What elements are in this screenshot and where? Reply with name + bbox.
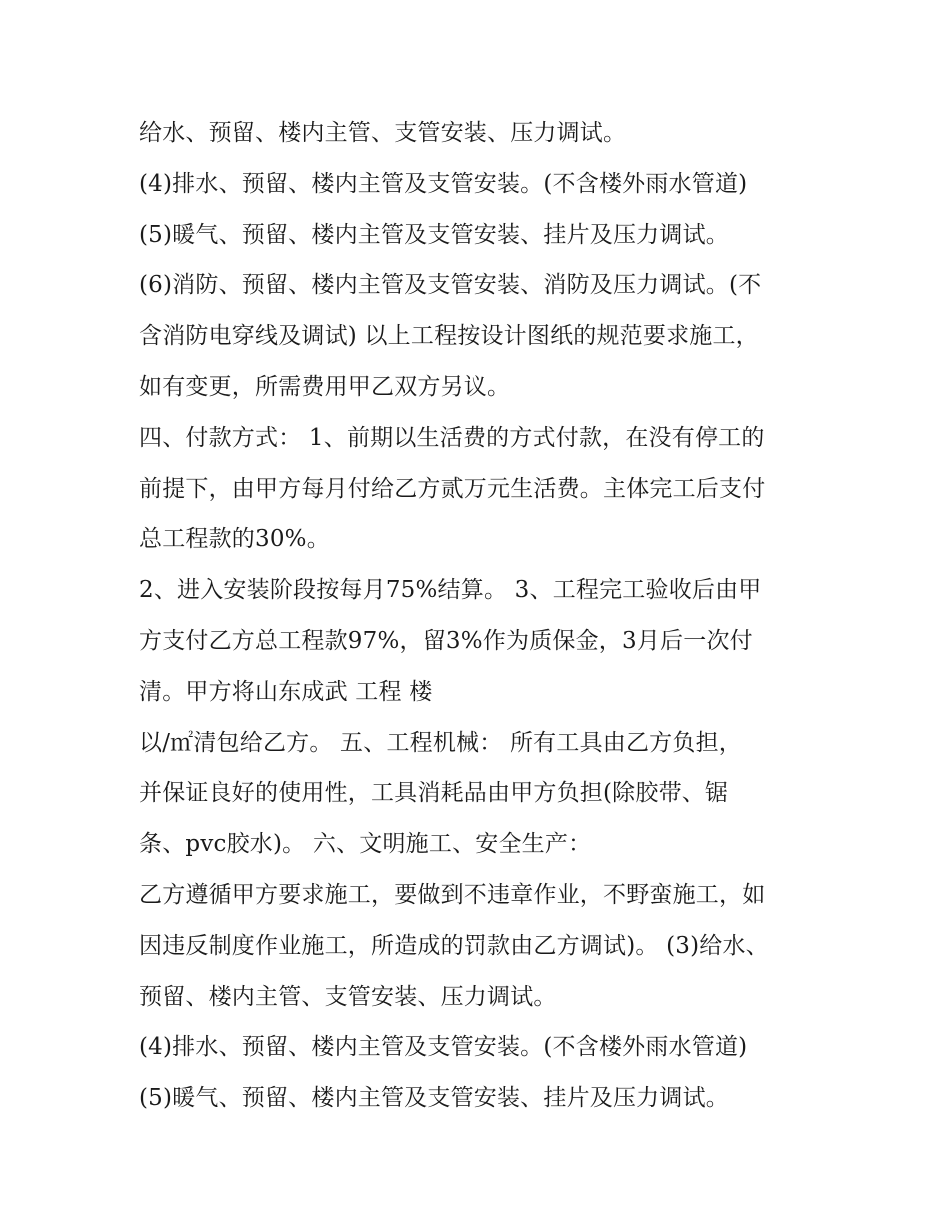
text-line: (4)排水、预留、楼内主管及支管安装。(不含楼外雨水管道) <box>139 1034 748 1061</box>
text-line: 含消防电穿线及调试) 以上工程按设计图纸的规范要求施工， <box>139 323 759 350</box>
text-line: (5)暖气、预留、楼内主管及支管安装、挂片及压力调试。 <box>139 221 729 248</box>
text-line: 如有变更，所需费用甲乙双方另议。 <box>139 373 511 400</box>
text-line: 乙方遵循甲方要求施工，要做到不违章作业，不野蛮施工，如 <box>139 881 766 908</box>
text-line: (5)暖气、预留、楼内主管及支管安装、挂片及压力调试。 <box>139 1085 729 1112</box>
text-line: (4)排水、预留、楼内主管及支管安装。(不含楼外雨水管道) <box>139 170 748 197</box>
text-line: 因违反制度作业施工，所造成的罚款由乙方调试)。 (3)给水、 <box>139 932 769 959</box>
text-line: 清。甲方将山东成武 工程 楼 <box>139 678 433 705</box>
text-line: 四、付款方式： 1、前期以生活费的方式付款，在没有停工的 <box>139 424 765 451</box>
text-line: 并保证良好的使用性，工具消耗品由甲方负担(除胶带、锯 <box>139 780 729 807</box>
text-line: 前提下，由甲方每月付给乙方贰万元生活费。主体完工后支付 <box>139 475 766 502</box>
text-line: 条、pvc胶水)。 六、文明施工、安全生产： <box>139 831 592 858</box>
text-line: 方支付乙方总工程款97%，留3%作为质保金，3月后一次付 <box>139 627 753 654</box>
document-body <box>139 108 829 1124</box>
text-line: 2、进入安装阶段按每月75%结算。 3、工程完工验收后由甲 <box>139 577 762 604</box>
text-line: 以/㎡清包给乙方。 五、工程机械： 所有工具由乙方负担， <box>139 729 742 756</box>
text-line: 给水、预留、楼内主管、支管安装、压力调试。 <box>139 120 627 146</box>
text-line: (6)消防、预留、楼内主管及支管安装、消防及压力调试。(不 <box>139 272 762 299</box>
text-line: 总工程款的30%。 <box>139 526 330 553</box>
text-line: 预留、楼内主管、支管安装、压力调试。 <box>139 983 557 1010</box>
